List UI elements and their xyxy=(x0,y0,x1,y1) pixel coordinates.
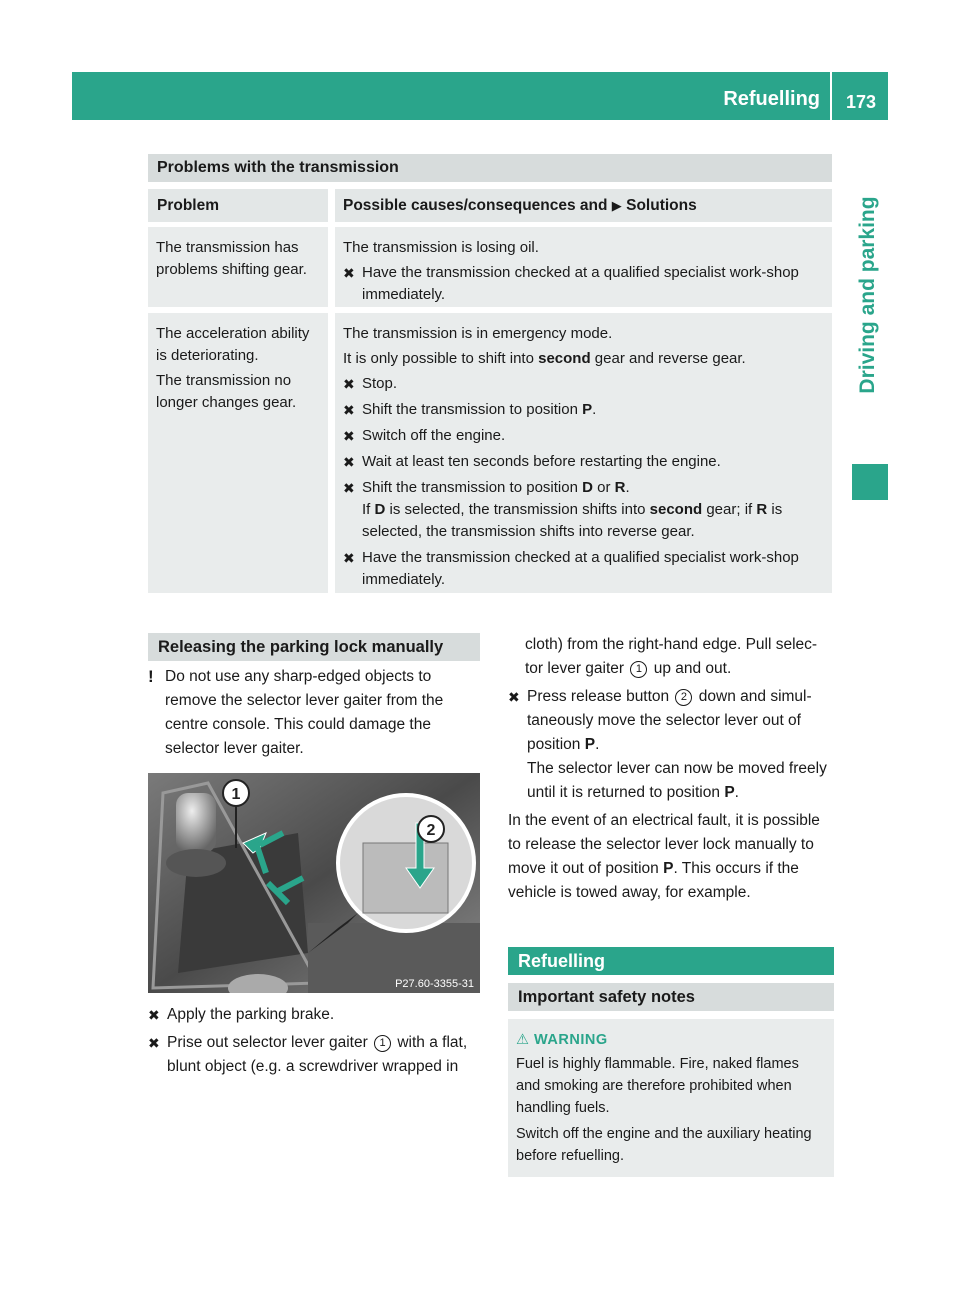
step-arrow-icon: ✖ xyxy=(343,480,355,496)
safety-notes-heading: Important safety notes xyxy=(508,983,834,1011)
section-heading: Releasing the parking lock manually xyxy=(148,633,480,661)
right-column xyxy=(508,633,834,1177)
step-arrow-icon: ✖ xyxy=(343,265,355,281)
step-text: down and simul-taneously move the selector lever out of position xyxy=(527,688,812,753)
step-text: or xyxy=(597,479,611,496)
table-row-2-problem xyxy=(148,313,328,593)
problem-text: The transmission has problems shifting gear. xyxy=(156,239,307,278)
warning-box xyxy=(508,1019,834,1177)
chapter-side-tab xyxy=(848,160,888,980)
action-step xyxy=(343,373,824,395)
header-divider xyxy=(830,72,832,120)
warning-text: Switch off the engine and the auxiliary heating before refuelling. xyxy=(516,1126,812,1164)
result-text: The selector lever can now be moved freely until it is returned to position xyxy=(527,760,827,801)
step-text-bold: D xyxy=(582,479,593,496)
cause-text-part: It is only possible to shift into xyxy=(343,350,534,367)
action-step: ✖ Shift the transmission to position D or R. If D is selected, the transmission shifts into second gear; if R is selected, the transmission shifts into reverse gear. xyxy=(343,477,824,543)
selector-lever-illustration xyxy=(148,773,480,993)
caution-note xyxy=(148,665,480,761)
action-step xyxy=(343,547,824,591)
chapter-label-wrapper xyxy=(848,160,888,430)
continued-text-part: cloth) from the right-hand edge. Pull selec-tor lever gaiter xyxy=(525,636,818,677)
callout-1-label: 1 xyxy=(231,786,241,803)
table-row-2-solution xyxy=(335,313,832,593)
table-title-text: Problems with the transmission xyxy=(157,159,399,176)
step-text-bold: R xyxy=(614,479,626,496)
paragraph-text: . This occurs if the vehicle is towed away, for example. xyxy=(508,860,799,901)
paragraph-text: In the event of an electrical fault, it is possible to release the selector lever lock manually to move it out of position xyxy=(508,812,820,877)
action-step xyxy=(343,451,824,473)
step-text: Stop. xyxy=(362,375,398,392)
warning-text: Fuel is highly flammable. Fire, naked flames and smoking are therefore prohibited when handling fuels. xyxy=(516,1056,799,1116)
continued-text xyxy=(508,633,834,681)
step-arrow-icon: ✖ xyxy=(343,428,355,444)
step-arrow-icon: ✖ xyxy=(343,402,355,418)
column-header-solutions-text-2: Solutions xyxy=(626,197,697,214)
cause-text: The transmission is in emergency mode. xyxy=(343,325,613,342)
paragraph-text-bold: P xyxy=(663,860,674,877)
note-text-bold: R xyxy=(756,501,768,518)
cause-text-part: gear and reverse gear. xyxy=(594,350,746,367)
callout-2-label: 2 xyxy=(426,822,436,839)
step-text: Have the transmission checked at a qualified specialist work-shop immediately. xyxy=(362,549,799,588)
step-arrow-icon: ✖ xyxy=(508,689,520,705)
caution-icon: ! xyxy=(148,667,154,686)
action-step xyxy=(343,262,824,306)
section-title: Refuelling xyxy=(723,88,820,110)
step-arrow-icon: ✖ xyxy=(148,1007,160,1023)
arrow-icon: ▶ xyxy=(611,198,622,213)
step-text: Wait at least ten seconds before restarting the engine. xyxy=(362,453,721,470)
action-step: ✖ Press release button 2 down and simul-taneously move the selector lever out of position P. The selector lever can now be moved freely until it is returned to position P. xyxy=(508,685,834,805)
step-arrow-icon: ✖ xyxy=(148,1035,160,1051)
table-row-1-solution xyxy=(335,227,832,307)
callout-1-icon: 1 xyxy=(374,1035,391,1052)
callout-2-icon: 2 xyxy=(675,689,692,706)
warning-triangle-icon: ⚠ xyxy=(516,1032,530,1048)
paragraph xyxy=(508,809,834,905)
column-header-solutions xyxy=(335,189,832,222)
left-column xyxy=(148,633,480,1083)
step-text: Switch off the engine. xyxy=(362,427,506,444)
note-text: If xyxy=(362,501,371,518)
step-text: with a flat, blunt object (e.g. a screwdriver wrapped in xyxy=(167,1034,468,1075)
warning-title: WARNING xyxy=(534,1032,608,1048)
problem-text: The acceleration ability is deteriorating. xyxy=(156,325,310,364)
step-arrow-icon: ✖ xyxy=(343,376,355,392)
note-text-bold: second xyxy=(649,501,703,518)
note-text: is selected, the transmission shifts into reverse gear. xyxy=(362,501,783,540)
note-text: is selected, the transmission shifts into xyxy=(389,501,646,518)
action-step xyxy=(148,1003,480,1027)
continued-text-part: up and out. xyxy=(653,660,732,677)
cause-text-bold: second xyxy=(538,350,591,367)
step-arrow-icon: ✖ xyxy=(343,454,355,470)
column-header-problem-text: Problem xyxy=(157,197,220,214)
selector-lever-figure xyxy=(148,773,480,993)
warning-header xyxy=(516,1029,826,1051)
note-text-bold: D xyxy=(374,501,386,518)
problem-text: The transmission no longer changes gear. xyxy=(156,372,297,411)
step-text: Apply the parking brake. xyxy=(167,1006,335,1023)
figure-code: P27.60-3355-31 xyxy=(395,978,474,990)
chapter-label: Driving and parking xyxy=(856,196,879,394)
table-row-1-problem xyxy=(148,227,328,307)
refuelling-heading: Refuelling xyxy=(508,947,834,975)
step-text-bold: P xyxy=(584,736,596,753)
chapter-marker xyxy=(852,464,888,500)
step-result: The selector lever can now be moved freely until it is returned to position P. xyxy=(527,760,827,801)
column-header-problem xyxy=(148,189,328,222)
action-step xyxy=(343,425,824,447)
page-header-bar xyxy=(72,72,888,120)
step-arrow-icon: ✖ xyxy=(343,550,355,566)
note-text: gear; if xyxy=(706,501,753,518)
column-header-solutions-text: Possible causes/consequences and xyxy=(343,197,608,214)
action-step: ✖ Shift the transmission to position P. xyxy=(343,399,824,421)
callout-1-icon: 1 xyxy=(630,661,647,678)
result-text-bold: P xyxy=(724,784,735,801)
cause-text: The transmission is losing oil. xyxy=(343,239,539,256)
cause-text xyxy=(343,348,824,370)
step-text-bold: P xyxy=(582,401,593,418)
step-text: Prise out selector lever gaiter xyxy=(167,1034,368,1051)
step-text: Press release button xyxy=(527,688,670,705)
action-step xyxy=(148,1031,480,1079)
step-note xyxy=(362,499,824,543)
step-text: Have the transmission checked at a qualified specialist work-shop immediately. xyxy=(362,264,799,303)
step-text: Shift the transmission to position xyxy=(362,401,578,418)
table-title xyxy=(148,154,832,182)
page-number: 173 xyxy=(845,92,876,112)
step-text: Shift the transmission to position xyxy=(362,479,578,496)
caution-text: Do not use any sharp-edged objects to remove the selector lever gaiter from the centre console. This could damage the selector lever gaiter. xyxy=(165,668,444,757)
